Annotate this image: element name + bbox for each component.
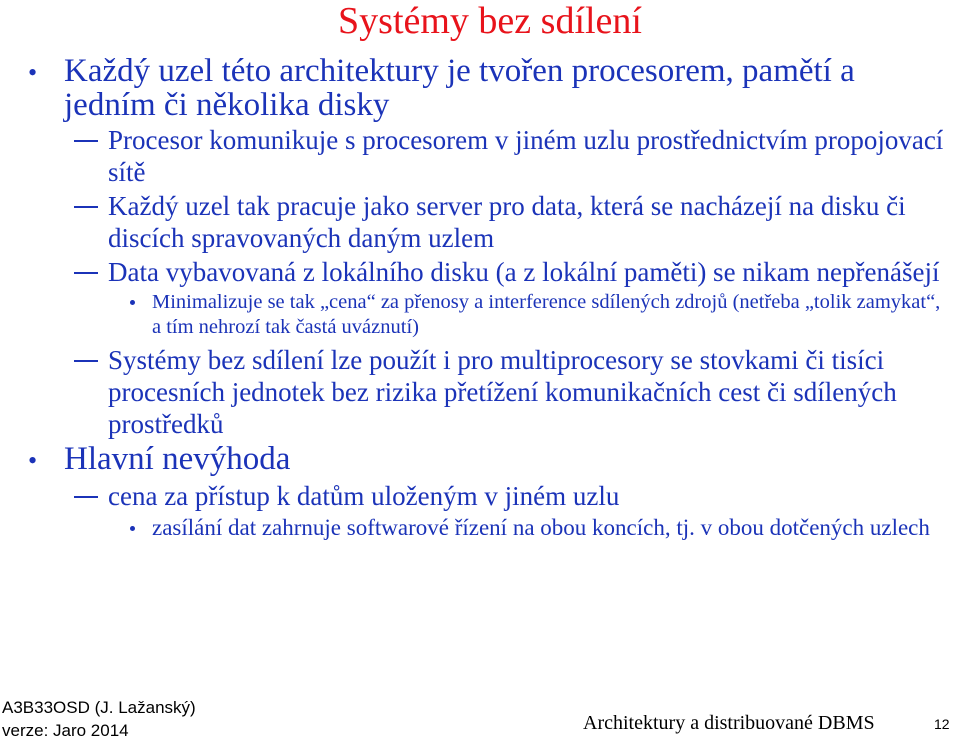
footer-subject: Architektury a distribuované DBMS <box>583 712 875 734</box>
small-dot-icon <box>130 300 135 305</box>
bullet-level3 <box>0 290 960 340</box>
slide-title: Systémy bez sdílení <box>338 0 642 42</box>
bullet-text: Každý uzel této architektury je tvořen procesorem, pamětí a jedním či několika disky <box>64 53 855 123</box>
small-dot-icon <box>130 526 135 531</box>
dash-icon <box>74 206 98 208</box>
bullet-level1 <box>0 54 960 122</box>
bullet-text: zasílání dat zahrnuje softwarové řízení na obou koncích, tj. v obou dotčených uzlech <box>152 515 930 540</box>
bullet-text: Každý uzel tak pracuje jako server pro data, která se nacházejí na disku či discích spravovaných daným uzlem <box>108 191 906 253</box>
bullet-text: Procesor komunikuje s procesorem v jiném uzlu prostřednictvím propojovací sítě <box>108 125 944 187</box>
slide-content <box>0 54 960 541</box>
bullet-text: Data vybavovaná z lokálního disku (a z lokální paměti) se nikam nepřenášejí <box>108 257 940 287</box>
dash-icon <box>74 360 98 362</box>
bullet-text: Systémy bez sdílení lze použít i pro multiprocesory se stovkami či tisíci procesních jednotek bez rizika přetížení komunikačních cest či sdílených prostředků <box>108 345 897 439</box>
bullet-level2 <box>0 480 960 512</box>
dash-icon <box>74 140 98 142</box>
bullet-dot-icon: • <box>28 58 38 87</box>
bullet-level2 <box>0 124 960 188</box>
bullet-level2 <box>0 344 960 440</box>
footer-course: A3B33OSD (J. Lažanský) <box>2 698 196 717</box>
footer-version: verze: Jaro 2014 <box>2 721 129 740</box>
dash-icon <box>74 496 98 498</box>
footer-course-info <box>2 696 196 742</box>
bullet-text: Minimalizuje se tak „cena“ za přenosy a interference sdílených zdrojů (netřeba „tolik zamykat“, a tím nehrozí tak častá uváznutí) <box>152 291 941 338</box>
bullet-dot-icon: • <box>28 446 38 475</box>
bullet-text: Hlavní nevýhoda <box>64 441 291 477</box>
bullet-level1 <box>0 442 960 476</box>
dash-icon <box>74 272 98 274</box>
bullet-level3 <box>0 514 960 541</box>
bullet-level2 <box>0 256 960 288</box>
bullet-level2 <box>0 190 960 254</box>
page-number: 12 <box>934 716 950 732</box>
bullet-text: cena za přístup k datům uloženým v jiném uzlu <box>108 481 620 511</box>
